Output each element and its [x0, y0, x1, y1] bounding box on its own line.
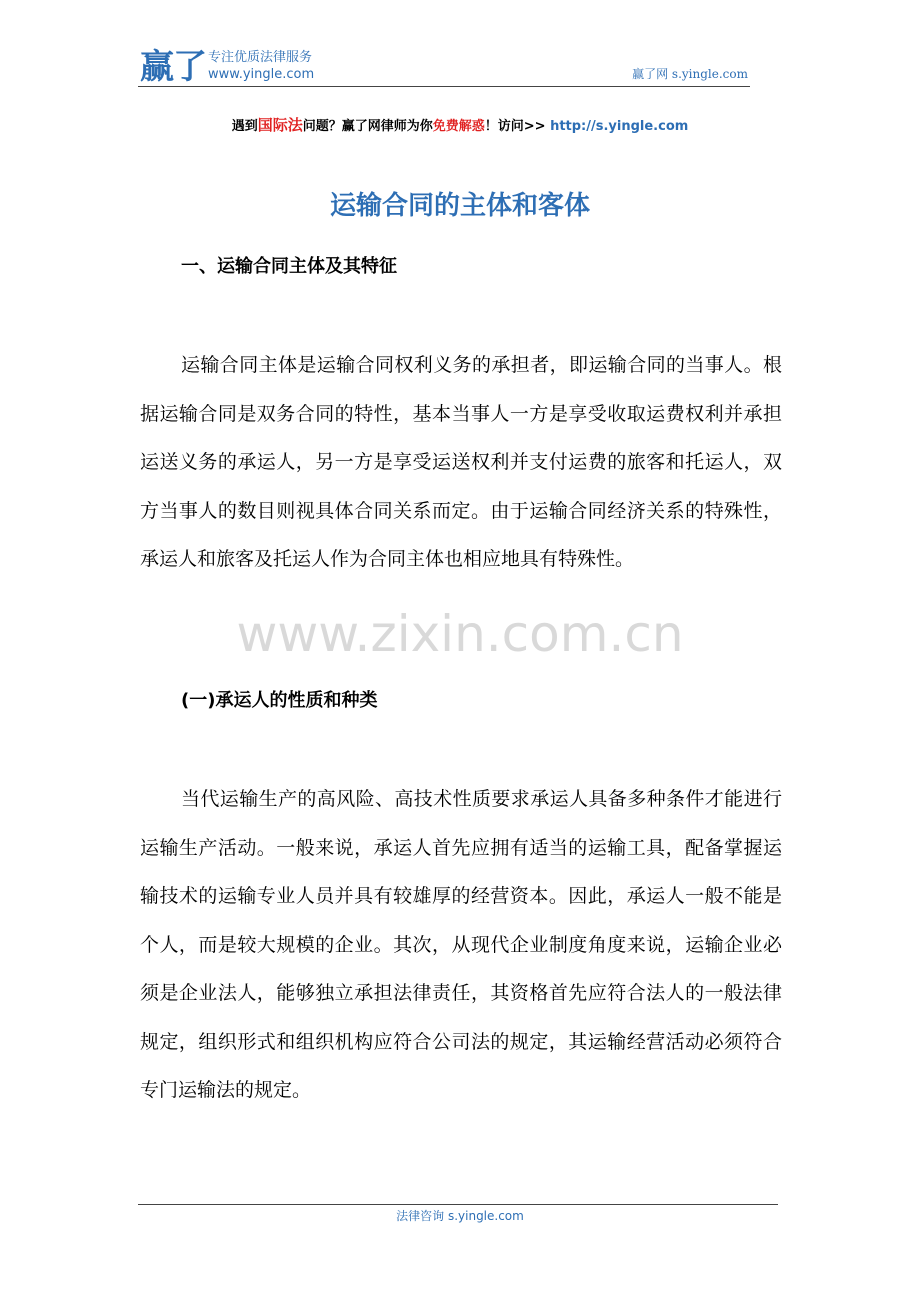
- header-divider: [138, 86, 750, 87]
- promo-text-1: 遇到: [231, 119, 258, 134]
- promo-banner: [0, 114, 920, 138]
- promo-free-highlight: 免费解惑: [432, 119, 485, 134]
- document-title: 运输合同的主体和客体: [329, 191, 590, 221]
- promo-text-3: ！访问>>: [484, 119, 551, 134]
- section-paragraph-1: 运输合同主体是运输合同权利义务的承担者，即运输合同的当事人。根据运输合同是双务合同的特性，基本当事人一方是享受收取运费权利并承担运送义务的承运人，另一方是享受运送权利并支付运费的旅客和托运人，双方当事人的数目则视具体合同关系而定。由于运输合同经济关系的特殊性，承运人和旅客及托运人作为合同主体也相应地具有特殊性。: [140, 354, 782, 570]
- promo-topic: 国际法: [257, 116, 303, 134]
- section-paragraph-2: 当代运输生产的高风险、高技术性质要求承运人具备多种条件才能进行运输生产活动。一般来说，承运人首先应拥有适当的运输工具，配备掌握运输技术的运输专业人员并具有较雄厚的经营资本。因此，承运人一般不能是个人，而是较大规模的企业。其次，从现代企业制度角度来说，运输企业必须是企业法人，能够独立承担法律责任，其资格首先应符合法人的一般法律规定，组织形式和组织机构应符合公司法的规定，其运输经营活动必须符合专门运输法的规定。: [140, 788, 782, 1101]
- watermark: www.zixin.com.cn: [236, 605, 684, 663]
- section-heading-1: 一、运输合同主体及其特征: [181, 256, 397, 277]
- section-heading-2: (一)承运人的性质和种类: [181, 690, 378, 711]
- footer-divider: [138, 1204, 778, 1205]
- footer-link[interactable]: 法律咨询 s.yingle.com: [396, 1209, 524, 1223]
- header-site-link[interactable]: 赢了网 s.yingle.com: [632, 67, 748, 81]
- brand-url[interactable]: www.yingle.com: [208, 67, 315, 82]
- promo-text-2: 问题？赢了网律师为你: [302, 119, 433, 134]
- page-header: [138, 48, 750, 86]
- promo-link[interactable]: http://s.yingle.com: [550, 119, 689, 134]
- brand-logo: 赢了: [140, 47, 206, 87]
- brand-slogan: 专注优质法律服务: [208, 50, 313, 65]
